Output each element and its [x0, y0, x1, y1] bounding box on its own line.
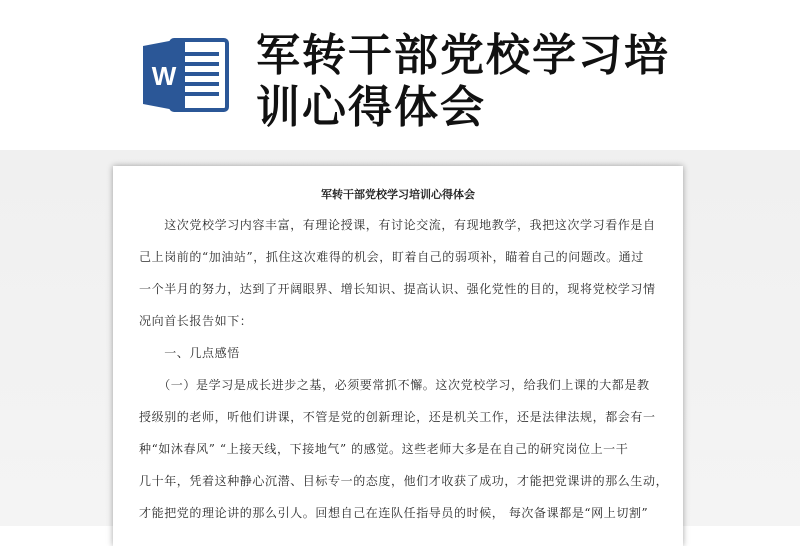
document-line: 授级别的老师，听他们讲课，不管是党的创新理论，还是机关工作，还是法律法规，都会有一 — [139, 410, 656, 424]
document-line: （一）是学习是成长进步之基，必须要常抓不懈。这次党校学习，给我们上课的大都是教 — [139, 378, 650, 392]
document-line: 况向首长报告如下： — [139, 314, 253, 328]
word-document-icon — [141, 34, 231, 116]
page-title-line-1: 军转干部党校学习培 — [256, 30, 670, 81]
document-line: 才能把党的理论讲的那么引人。回想自己在连队任指导员的时候， 每次备课都是“网上切割” — [139, 506, 649, 520]
word-letter: W — [151, 61, 177, 91]
document-line: 一个半月的努力，达到了开阔眼界、增长知识、提高认识、强化党性的目的，现将党校学习情 — [139, 282, 656, 296]
page-title — [256, 30, 670, 134]
document-line: 几十年，凭着这种静心沉潜、目标专一的态度，他们才收获了成功，才能把党课讲的那么生动， — [139, 474, 669, 488]
document-line: 己上岗前的“加油站”，抓住这次难得的机会，盯着自己的弱项补，瞄着自己的问题改。通过 — [139, 250, 644, 264]
document-line: 这次党校学习内容丰富，有理论授课，有讨论交流，有现地教学，我把这次学习看作是自 — [139, 218, 656, 232]
section-heading: 一、几点感悟 — [139, 346, 240, 360]
document-line: 种“如沐春风” “上接天线，下接地气” 的感觉。这些老师大多是在自己的研究岗位上一干 — [139, 442, 629, 456]
page-title-line-2: 训心得体会 — [256, 82, 486, 133]
document-title: 军转干部党校学习培训心得体会 — [321, 188, 475, 201]
document-page — [113, 166, 683, 546]
